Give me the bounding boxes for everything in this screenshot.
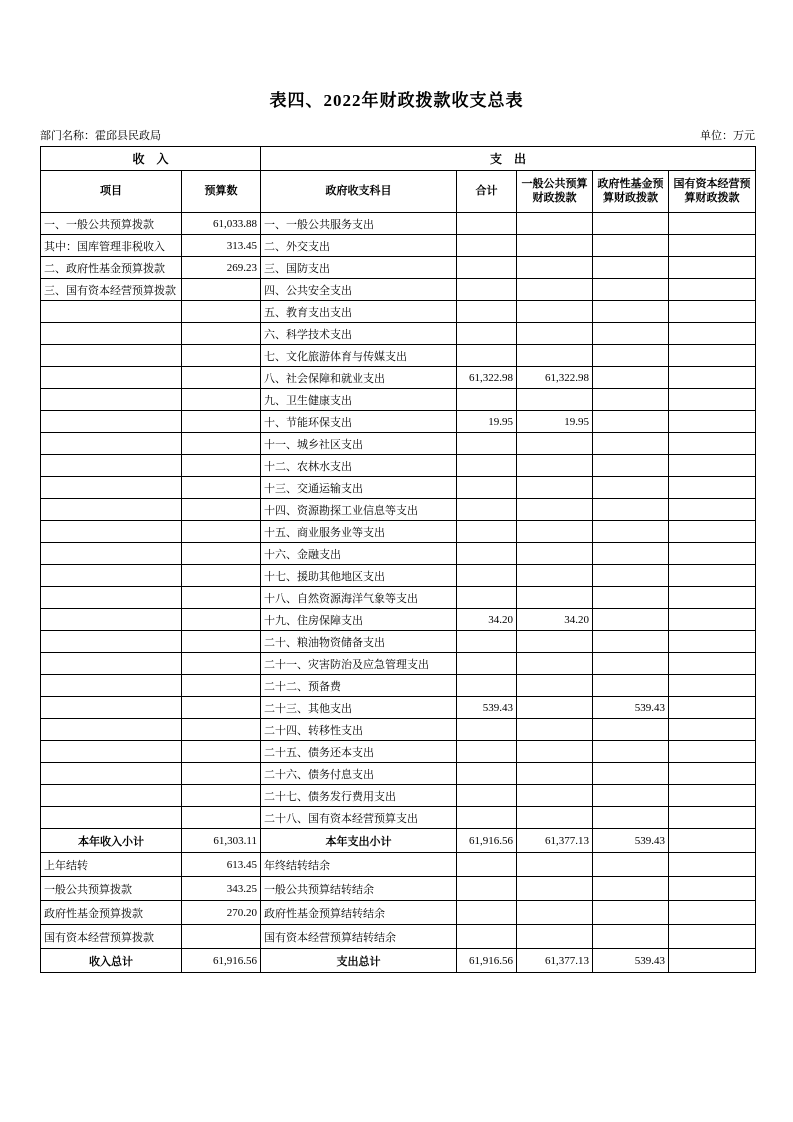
table-row	[41, 367, 756, 389]
general-budget-amount-cell	[517, 587, 593, 609]
revenue-item-cell	[41, 499, 182, 521]
total-amount-cell	[457, 653, 517, 675]
total-amount-cell	[457, 499, 517, 521]
state-capital-amount-cell	[669, 829, 756, 853]
revenue-item-cell	[41, 345, 182, 367]
state-capital-amount-cell	[669, 565, 756, 587]
expenditure-subject-cell: 九、卫生健康支出	[261, 389, 457, 411]
revenue-item-cell	[41, 411, 182, 433]
general-budget-amount-cell	[517, 499, 593, 521]
total-amount-cell	[457, 323, 517, 345]
table-row	[41, 213, 756, 235]
total-amount-cell: 539.43	[457, 697, 517, 719]
total-amount-cell	[457, 433, 517, 455]
budget-amount-cell	[182, 323, 261, 345]
revenue-item-cell	[41, 609, 182, 631]
summary-row	[41, 949, 756, 973]
state-capital-amount-cell	[669, 411, 756, 433]
expenditure-subject-cell: 政府性基金预算结转结余	[261, 901, 457, 925]
budget-amount-cell	[182, 631, 261, 653]
gov-fund-amount-cell	[593, 455, 669, 477]
expenditure-subject-cell: 本年支出小计	[261, 829, 457, 853]
general-budget-amount-cell	[517, 719, 593, 741]
gov-fund-amount-cell	[593, 741, 669, 763]
state-capital-amount-cell	[669, 763, 756, 785]
revenue-item-cell	[41, 389, 182, 411]
total-amount-cell	[457, 565, 517, 587]
page-title: 表四、2022年财政拨款收支总表	[269, 91, 524, 110]
gov-fund-amount-cell	[593, 631, 669, 653]
gov-fund-amount-cell	[593, 411, 669, 433]
general-budget-amount-cell: 19.95	[517, 411, 593, 433]
state-capital-amount-cell	[669, 853, 756, 877]
gov-fund-amount-cell	[593, 877, 669, 901]
total-amount-cell	[457, 587, 517, 609]
state-capital-amount-cell	[669, 235, 756, 257]
general-budget-amount-cell	[517, 565, 593, 587]
total-amount-cell: 19.95	[457, 411, 517, 433]
total-amount-cell: 61,916.56	[457, 949, 517, 973]
revenue-item-cell: 本年收入小计	[41, 829, 182, 853]
state-capital-amount-cell	[669, 213, 756, 235]
expenditure-subject-cell: 十七、援助其他地区支出	[261, 565, 457, 587]
gov-fund-amount-cell	[593, 213, 669, 235]
expenditure-subject-cell: 三、国防支出	[261, 257, 457, 279]
budget-table	[40, 146, 756, 973]
gov-fund-amount-cell	[593, 433, 669, 455]
budget-amount-cell	[182, 565, 261, 587]
state-capital-amount-cell	[669, 653, 756, 675]
table-row	[41, 257, 756, 279]
revenue-item-cell	[41, 477, 182, 499]
general-budget-amount-cell	[517, 877, 593, 901]
budget-amount-cell	[182, 345, 261, 367]
col-header-item: 项目	[41, 171, 182, 213]
expenditure-subject-cell: 二十五、债务还本支出	[261, 741, 457, 763]
table-row	[41, 499, 756, 521]
general-budget-amount-cell: 61,377.13	[517, 829, 593, 853]
gov-fund-amount-cell: 539.43	[593, 829, 669, 853]
gov-fund-amount-cell: 539.43	[593, 949, 669, 973]
expenditure-subject-cell: 十五、商业服务业等支出	[261, 521, 457, 543]
gov-fund-amount-cell	[593, 901, 669, 925]
state-capital-amount-cell	[669, 257, 756, 279]
general-budget-amount-cell: 61,322.98	[517, 367, 593, 389]
column-header-row	[41, 171, 756, 213]
state-capital-amount-cell	[669, 697, 756, 719]
summary-row	[41, 853, 756, 877]
col-header-budget: 预算数	[182, 171, 261, 213]
general-budget-amount-cell	[517, 807, 593, 829]
state-capital-amount-cell	[669, 877, 756, 901]
general-budget-amount-cell	[517, 257, 593, 279]
table-row	[41, 345, 756, 367]
expenditure-subject-cell: 七、文化旅游体育与传媒支出	[261, 345, 457, 367]
expenditure-subject-cell: 二十一、灾害防治及应急管理支出	[261, 653, 457, 675]
total-amount-cell: 34.20	[457, 609, 517, 631]
gov-fund-amount-cell	[593, 853, 669, 877]
unit-label: 单位：万元	[700, 130, 755, 142]
state-capital-amount-cell	[669, 389, 756, 411]
gov-fund-amount-cell	[593, 763, 669, 785]
gov-fund-amount-cell	[593, 925, 669, 949]
revenue-item-cell	[41, 675, 182, 697]
revenue-item-cell	[41, 763, 182, 785]
revenue-item-cell	[41, 367, 182, 389]
general-budget-amount-cell	[517, 697, 593, 719]
state-capital-amount-cell	[669, 587, 756, 609]
budget-amount-cell: 61,033.88	[182, 213, 261, 235]
general-budget-amount-cell	[517, 235, 593, 257]
budget-amount-cell: 61,916.56	[182, 949, 261, 973]
table-body	[41, 213, 756, 973]
budget-amount-cell	[182, 367, 261, 389]
budget-amount-cell	[182, 587, 261, 609]
gov-fund-amount-cell	[593, 235, 669, 257]
state-capital-amount-cell	[669, 477, 756, 499]
expenditure-subject-cell: 六、科学技术支出	[261, 323, 457, 345]
revenue-item-cell	[41, 301, 182, 323]
state-capital-amount-cell	[669, 455, 756, 477]
gov-fund-amount-cell	[593, 389, 669, 411]
expenditure-subject-cell: 二、外交支出	[261, 235, 457, 257]
gov-fund-amount-cell	[593, 609, 669, 631]
table-row	[41, 807, 756, 829]
total-amount-cell	[457, 925, 517, 949]
revenue-item-cell	[41, 785, 182, 807]
budget-amount-cell	[182, 499, 261, 521]
revenue-item-cell: 其中：国库管理非税收入	[41, 235, 182, 257]
revenue-item-cell: 一、一般公共预算拨款	[41, 213, 182, 235]
general-budget-amount-cell	[517, 675, 593, 697]
revenue-item-cell	[41, 653, 182, 675]
budget-amount-cell	[182, 609, 261, 631]
header-income: 收 入	[41, 147, 261, 171]
col-header-subject: 政府收支科目	[261, 171, 457, 213]
meta-row	[40, 127, 755, 143]
general-budget-amount-cell	[517, 901, 593, 925]
expenditure-subject-cell: 二十、粮油物资储备支出	[261, 631, 457, 653]
general-budget-amount-cell	[517, 345, 593, 367]
total-amount-cell	[457, 763, 517, 785]
col-header-general-budget: 一般公共预算财政拨款	[517, 171, 593, 213]
expenditure-subject-cell: 一、一般公共服务支出	[261, 213, 457, 235]
expenditure-subject-cell: 国有资本经营预算结转结余	[261, 925, 457, 949]
budget-amount-cell	[182, 719, 261, 741]
table-row	[41, 279, 756, 301]
total-amount-cell	[457, 877, 517, 901]
gov-fund-amount-cell	[593, 587, 669, 609]
state-capital-amount-cell	[669, 631, 756, 653]
total-amount-cell	[457, 345, 517, 367]
budget-amount-cell	[182, 411, 261, 433]
revenue-item-cell: 收入总计	[41, 949, 182, 973]
total-amount-cell	[457, 389, 517, 411]
budget-amount-cell: 343.25	[182, 877, 261, 901]
expenditure-subject-cell: 十八、自然资源海洋气象等支出	[261, 587, 457, 609]
gov-fund-amount-cell	[593, 807, 669, 829]
revenue-item-cell	[41, 565, 182, 587]
total-amount-cell	[457, 785, 517, 807]
table-row	[41, 631, 756, 653]
gov-fund-amount-cell	[593, 257, 669, 279]
budget-amount-cell: 613.45	[182, 853, 261, 877]
revenue-item-cell: 一般公共预算拨款	[41, 877, 182, 901]
col-header-state-capital: 国有资本经营预算财政拨款	[669, 171, 756, 213]
budget-amount-cell	[182, 433, 261, 455]
summary-row	[41, 877, 756, 901]
state-capital-amount-cell	[669, 521, 756, 543]
gov-fund-amount-cell	[593, 477, 669, 499]
expenditure-subject-cell: 十六、金融支出	[261, 543, 457, 565]
gov-fund-amount-cell	[593, 323, 669, 345]
total-amount-cell	[457, 631, 517, 653]
budget-amount-cell	[182, 477, 261, 499]
general-budget-amount-cell: 34.20	[517, 609, 593, 631]
table-row	[41, 741, 756, 763]
revenue-item-cell	[41, 631, 182, 653]
expenditure-subject-cell: 二十三、其他支出	[261, 697, 457, 719]
total-amount-cell: 61,322.98	[457, 367, 517, 389]
budget-amount-cell	[182, 389, 261, 411]
budget-amount-cell: 269.23	[182, 257, 261, 279]
table-row	[41, 609, 756, 631]
general-budget-amount-cell	[517, 653, 593, 675]
total-amount-cell	[457, 521, 517, 543]
table-row	[41, 411, 756, 433]
table-row	[41, 653, 756, 675]
state-capital-amount-cell	[669, 741, 756, 763]
total-amount-cell	[457, 213, 517, 235]
revenue-item-cell	[41, 455, 182, 477]
total-amount-cell	[457, 477, 517, 499]
gov-fund-amount-cell: 539.43	[593, 697, 669, 719]
table-row	[41, 235, 756, 257]
col-header-gov-fund: 政府性基金预算财政拨款	[593, 171, 669, 213]
state-capital-amount-cell	[669, 279, 756, 301]
summary-row	[41, 829, 756, 853]
table-row	[41, 521, 756, 543]
expenditure-subject-cell: 十二、农林水支出	[261, 455, 457, 477]
table-row	[41, 455, 756, 477]
budget-amount-cell	[182, 543, 261, 565]
budget-amount-cell	[182, 675, 261, 697]
expenditure-subject-cell: 十三、交通运输支出	[261, 477, 457, 499]
revenue-item-cell	[41, 807, 182, 829]
table-row	[41, 477, 756, 499]
table-row	[41, 719, 756, 741]
total-amount-cell	[457, 279, 517, 301]
budget-amount-cell: 61,303.11	[182, 829, 261, 853]
expenditure-subject-cell: 一般公共预算结转结余	[261, 877, 457, 901]
general-budget-amount-cell	[517, 279, 593, 301]
table-row	[41, 543, 756, 565]
revenue-item-cell: 二、政府性基金预算拨款	[41, 257, 182, 279]
gov-fund-amount-cell	[593, 345, 669, 367]
general-budget-amount-cell	[517, 925, 593, 949]
total-amount-cell	[457, 719, 517, 741]
expenditure-subject-cell: 十、节能环保支出	[261, 411, 457, 433]
revenue-item-cell	[41, 719, 182, 741]
revenue-item-cell	[41, 697, 182, 719]
table-row	[41, 565, 756, 587]
general-budget-amount-cell	[517, 853, 593, 877]
budget-amount-cell	[182, 697, 261, 719]
revenue-item-cell	[41, 543, 182, 565]
expenditure-subject-cell: 十九、住房保障支出	[261, 609, 457, 631]
expenditure-subject-cell: 年终结转结余	[261, 853, 457, 877]
expenditure-subject-cell: 二十八、国有资本经营预算支出	[261, 807, 457, 829]
revenue-item-cell	[41, 323, 182, 345]
total-amount-cell	[457, 301, 517, 323]
budget-amount-cell	[182, 925, 261, 949]
gov-fund-amount-cell	[593, 675, 669, 697]
gov-fund-amount-cell	[593, 367, 669, 389]
budget-amount-cell	[182, 785, 261, 807]
total-amount-cell	[457, 257, 517, 279]
total-amount-cell: 61,916.56	[457, 829, 517, 853]
table-row	[41, 763, 756, 785]
expenditure-subject-cell: 四、公共安全支出	[261, 279, 457, 301]
table-row	[41, 785, 756, 807]
budget-amount-cell	[182, 455, 261, 477]
budget-amount-cell	[182, 741, 261, 763]
expenditure-subject-cell: 二十七、债务发行费用支出	[261, 785, 457, 807]
col-header-total: 合计	[457, 171, 517, 213]
revenue-item-cell	[41, 433, 182, 455]
state-capital-amount-cell	[669, 675, 756, 697]
gov-fund-amount-cell	[593, 653, 669, 675]
general-budget-amount-cell	[517, 301, 593, 323]
state-capital-amount-cell	[669, 807, 756, 829]
general-budget-amount-cell	[517, 631, 593, 653]
general-budget-amount-cell	[517, 521, 593, 543]
general-budget-amount-cell	[517, 477, 593, 499]
general-budget-amount-cell	[517, 785, 593, 807]
state-capital-amount-cell	[669, 323, 756, 345]
general-budget-amount-cell	[517, 213, 593, 235]
total-amount-cell	[457, 543, 517, 565]
header-expenditure: 支 出	[261, 147, 756, 171]
expenditure-subject-cell: 二十六、债务付息支出	[261, 763, 457, 785]
total-amount-cell	[457, 235, 517, 257]
state-capital-amount-cell	[669, 543, 756, 565]
gov-fund-amount-cell	[593, 543, 669, 565]
expenditure-subject-cell: 支出总计	[261, 949, 457, 973]
general-budget-amount-cell	[517, 763, 593, 785]
state-capital-amount-cell	[669, 925, 756, 949]
total-amount-cell	[457, 455, 517, 477]
table-row	[41, 433, 756, 455]
gov-fund-amount-cell	[593, 719, 669, 741]
revenue-item-cell: 国有资本经营预算拨款	[41, 925, 182, 949]
gov-fund-amount-cell	[593, 521, 669, 543]
total-amount-cell	[457, 675, 517, 697]
general-budget-amount-cell: 61,377.13	[517, 949, 593, 973]
general-budget-amount-cell	[517, 389, 593, 411]
table-row	[41, 587, 756, 609]
expenditure-subject-cell: 二十二、预备费	[261, 675, 457, 697]
total-amount-cell	[457, 807, 517, 829]
revenue-item-cell: 上年结转	[41, 853, 182, 877]
budget-amount-cell	[182, 807, 261, 829]
table-header	[41, 147, 756, 213]
budget-amount-cell	[182, 521, 261, 543]
revenue-item-cell	[41, 587, 182, 609]
state-capital-amount-cell	[669, 949, 756, 973]
general-budget-amount-cell	[517, 741, 593, 763]
budget-amount-cell	[182, 763, 261, 785]
general-budget-amount-cell	[517, 323, 593, 345]
state-capital-amount-cell	[669, 901, 756, 925]
state-capital-amount-cell	[669, 499, 756, 521]
revenue-item-cell: 三、国有资本经营预算拨款	[41, 279, 182, 301]
state-capital-amount-cell	[669, 345, 756, 367]
gov-fund-amount-cell	[593, 785, 669, 807]
total-amount-cell	[457, 853, 517, 877]
table-row	[41, 675, 756, 697]
revenue-item-cell	[41, 741, 182, 763]
state-capital-amount-cell	[669, 609, 756, 631]
state-capital-amount-cell	[669, 367, 756, 389]
budget-amount-cell: 313.45	[182, 235, 261, 257]
budget-amount-cell	[182, 279, 261, 301]
department-name: 部门名称：霍邱县民政局	[40, 130, 161, 142]
state-capital-amount-cell	[669, 785, 756, 807]
expenditure-subject-cell: 八、社会保障和就业支出	[261, 367, 457, 389]
expenditure-subject-cell: 十一、城乡社区支出	[261, 433, 457, 455]
general-budget-amount-cell	[517, 433, 593, 455]
gov-fund-amount-cell	[593, 301, 669, 323]
expenditure-subject-cell: 十四、资源勘探工业信息等支出	[261, 499, 457, 521]
header-group-row	[41, 147, 756, 171]
total-amount-cell	[457, 741, 517, 763]
state-capital-amount-cell	[669, 719, 756, 741]
summary-row	[41, 925, 756, 949]
total-amount-cell	[457, 901, 517, 925]
summary-row	[41, 901, 756, 925]
revenue-item-cell	[41, 521, 182, 543]
general-budget-amount-cell	[517, 455, 593, 477]
revenue-item-cell: 政府性基金预算拨款	[41, 901, 182, 925]
general-budget-amount-cell	[517, 543, 593, 565]
expenditure-subject-cell: 五、教育支出支出	[261, 301, 457, 323]
gov-fund-amount-cell	[593, 499, 669, 521]
state-capital-amount-cell	[669, 301, 756, 323]
table-row	[41, 301, 756, 323]
table-row	[41, 697, 756, 719]
expenditure-subject-cell: 二十四、转移性支出	[261, 719, 457, 741]
gov-fund-amount-cell	[593, 565, 669, 587]
table-row	[41, 389, 756, 411]
budget-amount-cell	[182, 653, 261, 675]
budget-amount-cell: 270.20	[182, 901, 261, 925]
budget-amount-cell	[182, 301, 261, 323]
state-capital-amount-cell	[669, 433, 756, 455]
gov-fund-amount-cell	[593, 279, 669, 301]
table-row	[41, 323, 756, 345]
